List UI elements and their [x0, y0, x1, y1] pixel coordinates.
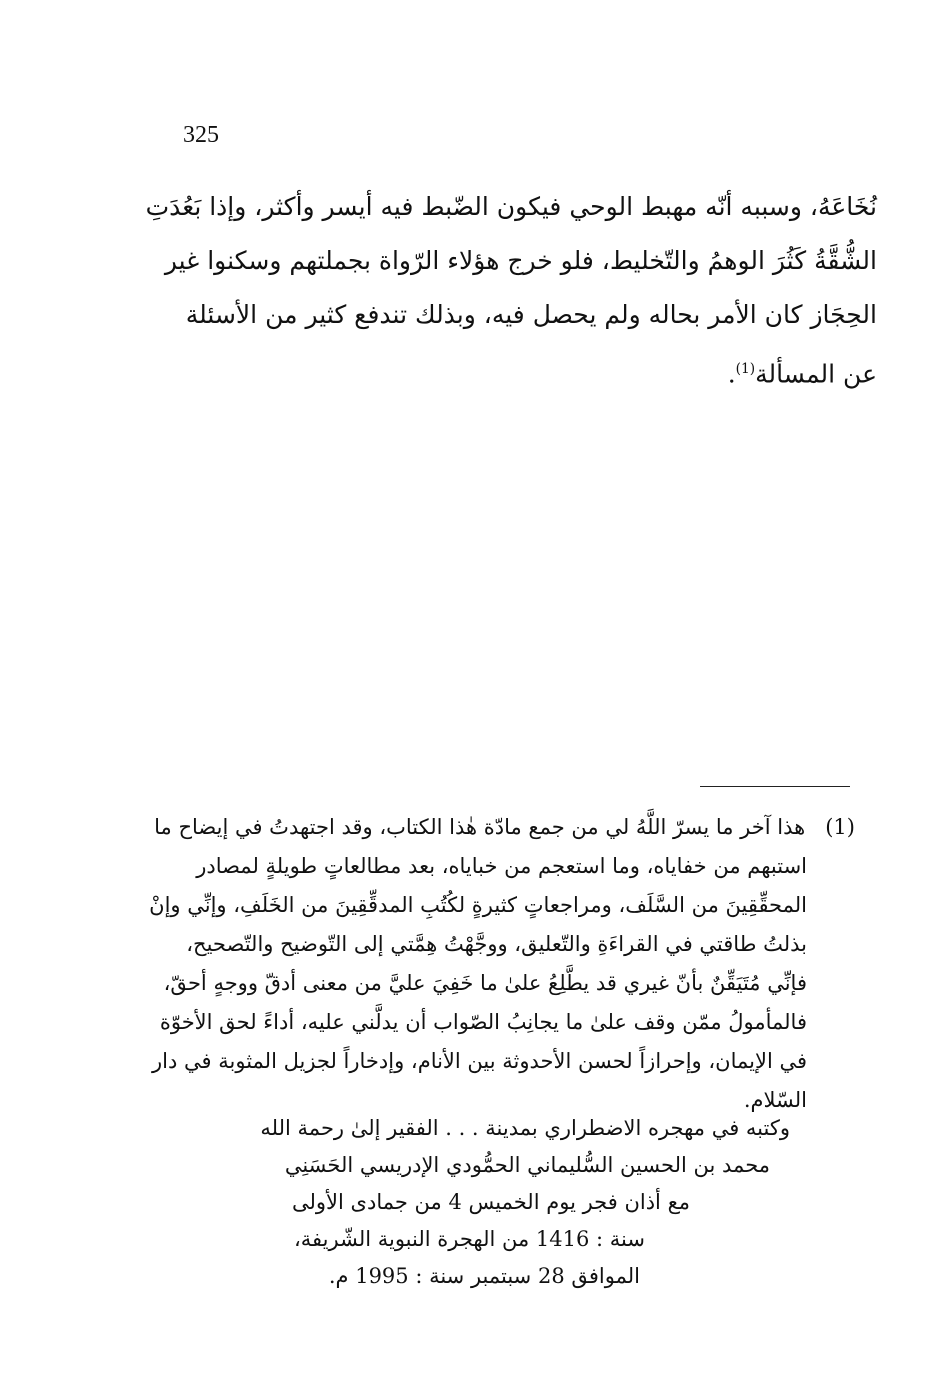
- main-text-line-4: [165, 342, 877, 401]
- footnote-line-3: المحقِّقِينَ من السَّلَف، ومراجعاتٍ كثيرةٍ لكُتُبِ المدقِّقِينَ من الخَلَفِ، وإنِّي وإنْ: [149, 893, 807, 917]
- footnote-line-5: فإنِّي مُتَيَقِّنٌ بأنّ غيري قد يطَّلِعُ علىٰ ما خَفِيَ عليَّ من معنى أدقّ ووجهٍ أحقّ،: [163, 971, 807, 995]
- footnote-line-1: [155, 808, 855, 847]
- main-text-line-1: نُخَاعَهُ، وسببه أنّه مهبط الوحي فيكون الضّبط فيه أيسر وأكثر، وإذا بَعُدَتِ: [145, 192, 877, 221]
- footnote-reference: (1): [735, 361, 756, 377]
- footnote-line-4: بذلتُ طاقتي في القراءَةِ والتّعليق، ووجَّهْتُ هِمَّتي إلى التّوضيح والتّصحيح،: [186, 932, 807, 956]
- footnote-separator: [700, 786, 850, 787]
- signature-block: [230, 1110, 790, 1295]
- footnote-line-7: في الإيمان، وإحرازاً لحسن الأحدوثة بين الأنام، وإدخاراً لجزيل المثوبة في دار: [152, 1049, 807, 1073]
- footnote-line-2: استبهم من خفاياه، وما استعجم من خباياه، بعد مطالعاتٍ طويلةٍ لمصادر: [196, 854, 807, 878]
- signature-line-3: مع أذان فجر يوم الخميس 4 من جمادى الأولى: [292, 1190, 690, 1214]
- footnote: [149, 808, 855, 1120]
- footnote-line-1-text: هذا آخر ما يسرّ اللَّهُ لي من جمع مادّة هٰذا الكتاب، وقد اجتهدتُ في إيضاح ما: [154, 815, 806, 839]
- footnote-line-8: السّلام.: [743, 1088, 807, 1112]
- main-text-line-4-text: عن المسألة: [755, 359, 877, 389]
- signature-line-2: محمد بن الحسين السُّليماني الحمُّودي الإدريسي الحَسَنِي: [284, 1153, 770, 1177]
- page-number: 325: [183, 122, 219, 148]
- main-text-line-3: الحِجَاز كان الأمر بحاله ولم يحصل فيه، وبذلك تندفع كثير من الأسئلة: [185, 300, 877, 329]
- signature-line-1: وكتبه في مهجره الاضطراري بمدينة . . . الفقير إلىٰ رحمة الله: [260, 1116, 790, 1140]
- footnote-marker: (1): [825, 815, 855, 839]
- signature-line-5: الموافق 28 سبتمبر سنة : 1995 م.: [328, 1264, 640, 1288]
- main-text: [145, 180, 877, 401]
- main-text-line-2: الشُّقَّةُ كَثُرَ الوهمُ والتّخليط، فلو خرج هؤلاء الرّواة بجملتهم وسكنوا غير: [164, 246, 877, 275]
- signature-line-4: سنة : 1416 من الهجرة النبوية الشّريفة،: [294, 1227, 645, 1251]
- main-text-end-punct: .: [727, 359, 736, 389]
- footnote-line-6: فالمأمولُ ممّن وقف علىٰ ما يجانِبُ الصّواب أن يدلَّني عليه، أداءً لحق الأخوّة: [159, 1010, 807, 1034]
